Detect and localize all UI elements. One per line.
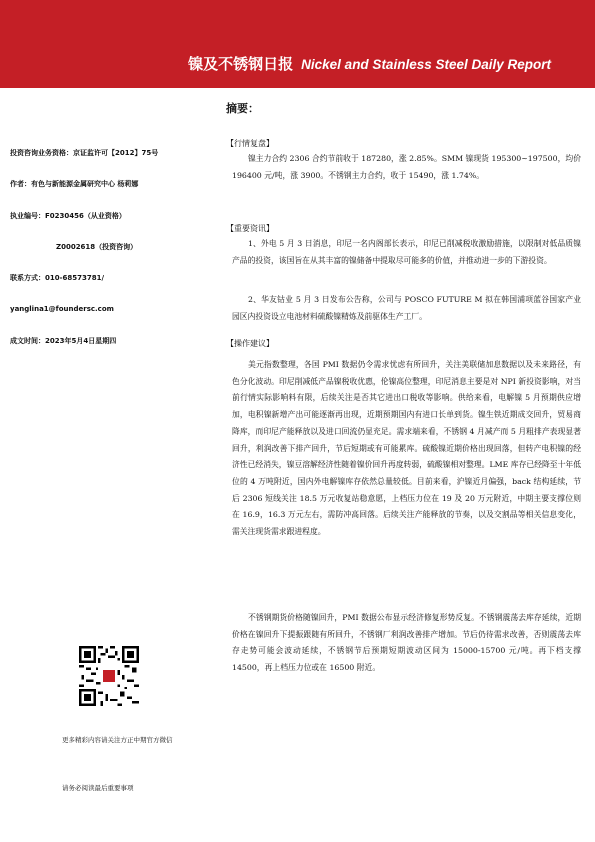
section-key-news: 【重要资讯】 bbox=[226, 224, 274, 233]
section-market-review: 【行情复盘】 bbox=[226, 139, 274, 148]
footer-note: 请务必阅读最后重要事项 bbox=[62, 784, 134, 792]
report-title bbox=[188, 56, 551, 72]
header-banner bbox=[0, 0, 595, 88]
section-operation-advice: 【操作建议】 bbox=[226, 339, 274, 348]
summary-title: 摘要： bbox=[226, 102, 259, 115]
key-news-paragraph-1: 1、外电 5 月 3 日消息，印尼一名内阁部长表示，印尼已削减税收激励措施，以限制对低品质镍产品的投资，该国旨在从其丰富的镍储备中提取尽可能多的价值，并推动进一步的下游投资。 bbox=[232, 239, 581, 265]
key-news-paragraph-2: 2、华友钴业 5 月 3 日发布公告称，公司与 POSCO FUTURE M 拟在韩国浦项蓝谷国家产业园区内投资设立电池材料硫酸镍精炼及前驱体生产工厂。 bbox=[232, 295, 581, 321]
report-title-en: Nickel and Stainless Steel Daily Report bbox=[301, 57, 551, 72]
author-info: 作者：有色与新能源金属研究中心 杨莉娜 bbox=[10, 180, 139, 188]
contact-info: 联系方式：010-68573781/ bbox=[10, 274, 105, 282]
wechat-qr-code[interactable] bbox=[79, 646, 139, 706]
qr-caption: 更多精彩内容请关注方正中期官方微信 bbox=[62, 736, 173, 744]
consult-number: Z0002618（投资咨询） bbox=[56, 243, 138, 251]
operation-advice-paragraph-1: 美元指数整理，各国 PMI 数据仍令需求忧虑有所回升，关注美联储加息数据以及未来路径，有色分化波动。印尼削减低产品镍税收优惠，伦镍高位整理，印尼消息主要是对 NPI 新投资影响，对当前行情实际影响料有限，后续关注是否其它进出口税收等影响。供给来看，电解镍 5 月预期供应增加，电积镍新增产出可能逐渐再出现，近期预期国内有进口长单到货。镍生铁近期成交回升，贸易商降库，而印尼产能释放以及进口回流仍显充足。需求端来看，不锈钢 4 月减产而 5 月粗排产表现显著回升，利润改善下排产回升，节后短期或有可能累库。硫酸镍近期价格出现回落，但转产电积镍的经济性已经消失，镍豆溶解经济性随着镍价回升再度转弱，硫酸镍相对整理。LME 库存已经降至十年低位的 4 万吨附近，国内外电解镍库存依然总量较低。目前来看，沪镍近月偏强，back 结构延续，节后 2306 短线关注 18.5 万元收复站稳意愿，上档压力位在 19 及 20 万元附近，中期主要支撑位则在 16.9，16.3 万元左右，需防冲高回落。后续关注产能释放的节奏，以及交割品等相关信息变化，需关注现货需求跟进程度。 bbox=[232, 360, 581, 537]
publish-date: 成文时间：2023年5月4日星期四 bbox=[10, 337, 117, 345]
email-address[interactable]: yanglina1@foundersc.com bbox=[10, 305, 114, 313]
license-info: 投资咨询业务资格：京证监许可【2012】75号 bbox=[10, 149, 159, 157]
market-review-paragraph: 镍主力合约 2306 合约节前收于 187280，涨 2.85%。SMM 镍现货 195300~197500，均价 196400 元/吨，涨 3900。不锈钢主力合约，收于 15490，涨 1.74%。 bbox=[232, 154, 581, 180]
operation-advice-paragraph-2: 不锈钢期货价格随镍回升，PMI 数据公布显示经济修复形势反复。不锈钢震荡去库存延续，近期价格在镍回升下提振跟随有所回升，不锈钢厂利润改善排产增加。节后仍待需求改善，否则震荡去库存走势可能会波动延续，不锈钢节后预期短期波动区间为 15000-15700 元/吨。再下档支撑 14500，再上档压力位或在 16500 附近。 bbox=[232, 613, 581, 673]
practice-number: 执业编号：F0230456（从业资格） bbox=[10, 212, 126, 220]
report-title-zh: 镍及不锈钢日报 bbox=[188, 55, 294, 73]
